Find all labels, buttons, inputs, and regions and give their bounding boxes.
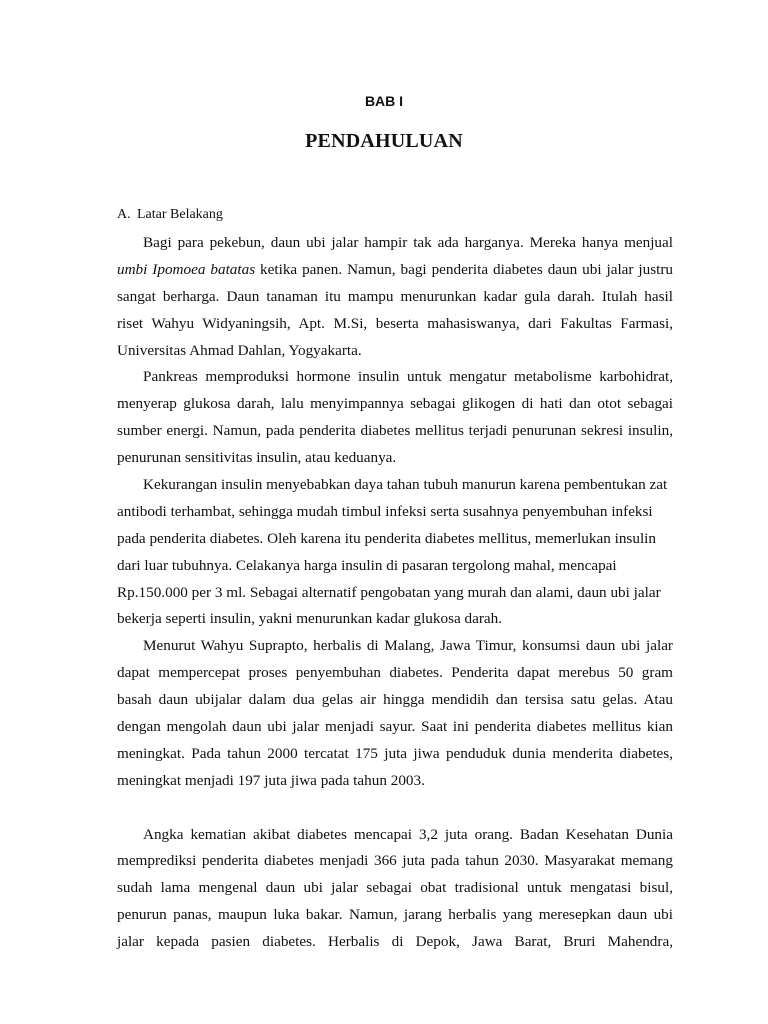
text-line: antibodi terhambat, sehingga mudah timbul infeksi serta susahnya penyembuhan infeksi <box>117 502 653 520</box>
paragraph-4 <box>117 633 673 794</box>
paragraph-5 <box>117 822 673 956</box>
text-line: dari luar tubuhnya. Celakanya harga insulin di pasaran tergolong mahal, mencapai <box>117 556 617 574</box>
chapter-title: PENDAHULUAN <box>305 130 463 152</box>
text-line: dapat mempercepat proses penyembuhan diabetes. Penderita dapat merebus 50 gram <box>117 664 673 682</box>
chapter-heading: BAB I <box>364 93 404 109</box>
text-line: meningkat menjadi 197 juta jiwa pada tahun 2003. <box>117 771 425 789</box>
text-line: meningkat. Pada tahun 2000 tercatat 175 juta jiwa penduduk dunia menderita diabetes, <box>117 744 673 762</box>
paragraph-1 <box>117 230 673 364</box>
text-line: sumber energi. Namun, pada penderita diabetes mellitus terjadi penurunan sekresi insulin, <box>117 422 673 440</box>
text-line: Kekurangan insulin menyebabkan daya tahan tubuh manurun karena pembentukan zat <box>143 476 668 494</box>
text-span: ketika panen. Namun, bagi penderita diabetes daun ubi jalar justru <box>255 260 673 278</box>
text-line: penurun panas, maupun luka bakar. Namun, jarang herbalis yang meresepkan daun ubi <box>117 906 673 924</box>
paragraph-gap <box>117 795 673 822</box>
section-heading <box>117 207 223 223</box>
section-label: Latar Belakang <box>137 207 223 222</box>
section-number: A. <box>117 207 131 222</box>
text-line: basah daun ubijalar dalam dua gelas air hingga mendidih dan tersisa satu gelas. Atau <box>117 691 673 709</box>
body-text <box>117 230 673 956</box>
text-line: Bagi para pekebun, daun ubi jalar hampir tak ada harganya. Mereka hanya menjual <box>143 234 673 251</box>
text-line <box>117 257 673 284</box>
text-line: menyerap glukosa darah, lalu menyimpannya sebagai glikogen di hati dan otot sebagai <box>117 395 673 413</box>
text-line: bekerja seperti insulin, yakni menurunkan kadar glukosa darah. <box>117 610 503 628</box>
paragraph-2 <box>117 364 673 472</box>
text-line: dengan mengolah daun ubi jalar menjadi sayur. Saat ini penderita diabetes mellitus kian <box>117 718 673 736</box>
text-line: Universitas Ahmad Dahlan, Yogyakarta. <box>117 341 362 359</box>
text-line: pada penderita diabetes. Oleh karena itu penderita diabetes mellitus, memerlukan insulin <box>117 529 656 547</box>
text-line: jalar kepada pasien diabetes. Herbalis di Depok, Jawa Barat, Bruri Mahendra, <box>117 933 673 951</box>
text-line: riset Wahyu Widyaningsih, Apt. M.Si, beserta mahasiswanya, dari Fakultas Farmasi, <box>117 314 673 332</box>
text-line: sangat berharga. Daun tanaman itu mampu menurunkan kadar gula darah. Itulah hasil <box>117 287 673 305</box>
text-line: Menurut Wahyu Suprapto, herbalis di Malang, Jawa Timur, konsumsi daun ubi jalar <box>143 637 673 655</box>
text-line: penurunan sensitivitas insulin, atau keduanya. <box>117 449 397 467</box>
text-line: memprediksi penderita diabetes menjadi 366 juta pada tahun 2030. Masyarakat memang <box>117 852 673 870</box>
text-line: sudah lama mengenal daun ubi jalar sebagai obat tradisional untuk mengatasi bisul, <box>117 879 673 897</box>
italic-species-name: umbi Ipomoea batatas <box>117 260 256 278</box>
text-line: Angka kematian akibat diabetes mencapai 3,2 juta orang. Badan Kesehatan Dunia <box>143 825 673 843</box>
text-line: Rp.150.000 per 3 ml. Sebagai alternatif pengobatan yang murah dan alami, daun ubi jalar <box>117 583 661 601</box>
paragraph-3 <box>117 472 673 633</box>
text-line: Pankreas memproduksi hormone insulin untuk mengatur metabolisme karbohidrat, <box>143 368 673 386</box>
